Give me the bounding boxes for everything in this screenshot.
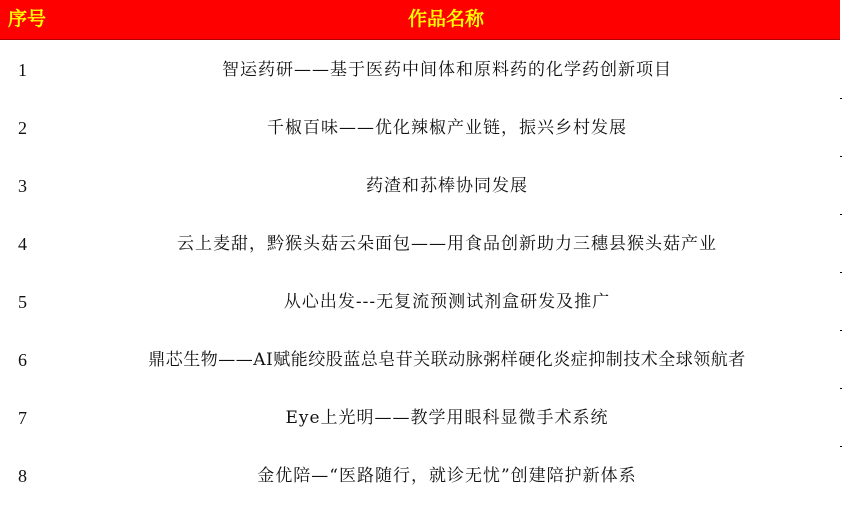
row-work-name: 智运药研——基于医药中间体和原料药的化学药创新项目 <box>222 60 672 80</box>
table-row <box>0 447 842 505</box>
header-serial-number: 序号 <box>8 8 47 30</box>
row-work-name: 金优陪—“医路随行，就诊无忧”创建陪护新体系 <box>257 466 637 486</box>
row-number: 2 <box>18 118 27 138</box>
row-number: 1 <box>18 60 27 80</box>
table-row <box>0 215 842 273</box>
table-row <box>0 99 842 157</box>
row-number: 4 <box>18 234 27 254</box>
table-header <box>0 0 840 40</box>
table-row <box>0 157 842 215</box>
row-number: 3 <box>18 176 27 196</box>
row-number: 8 <box>18 466 27 486</box>
row-work-name: 鼎芯生物——AI赋能绞股蓝总皂苷关联动脉粥样硬化炎症抑制技术全球领航者 <box>148 350 746 370</box>
row-work-name: 云上麦甜，黔猴头菇云朵面包——用食品创新助力三穗县猴头菇产业 <box>177 234 717 254</box>
row-work-name: Eye上光明——教学用眼科显微手术系统 <box>285 408 609 428</box>
table-row <box>0 389 842 447</box>
header-work-name: 作品名称 <box>407 8 484 30</box>
row-work-name: 千椒百味——优化辣椒产业链，振兴乡村发展 <box>267 118 627 138</box>
table-row <box>0 273 842 331</box>
row-number: 7 <box>18 408 27 428</box>
table-row <box>0 331 842 389</box>
row-work-name: 从心出发---无复流预测试剂盒研发及推广 <box>283 292 611 312</box>
row-number: 5 <box>18 292 27 312</box>
row-number: 6 <box>18 350 27 370</box>
row-work-name: 药渣和荪棒协同发展 <box>366 176 528 196</box>
table-row <box>0 41 842 99</box>
